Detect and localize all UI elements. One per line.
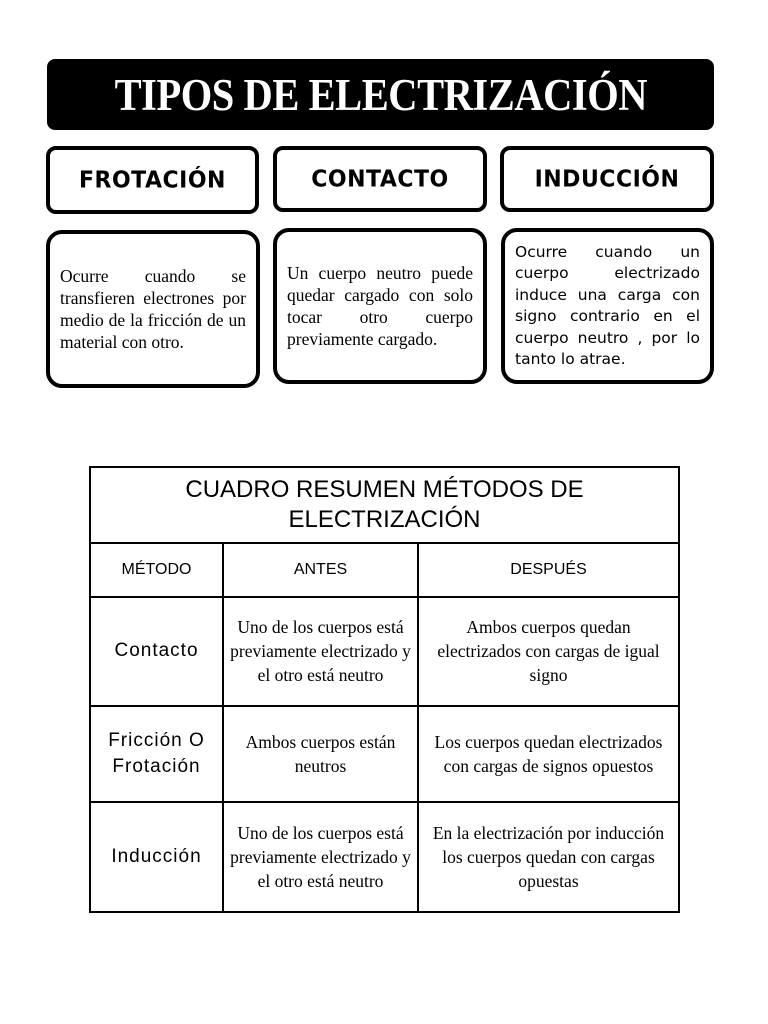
type-box-frotacion <box>46 146 259 214</box>
method-cell <box>90 802 223 912</box>
type-box-induccion <box>500 146 714 212</box>
type-label-induccion: INDUCCIÓN <box>534 165 680 193</box>
type-label-contacto: CONTACTO <box>311 165 449 193</box>
summary-table <box>89 466 680 913</box>
title-banner <box>47 59 714 130</box>
header-before: ANTES <box>223 543 418 597</box>
method-label: Contacto <box>114 640 199 662</box>
type-box-contacto <box>273 146 487 212</box>
before-cell: Ambos cuerpos están neutros <box>223 706 418 802</box>
desc-text-contacto: Un cuerpo neutro puede quedar cargado con solo tocar otro cuerpo previamente cargado. <box>287 263 473 349</box>
header-after: DESPUÉS <box>418 543 679 597</box>
before-cell: Uno de los cuerpos está previamente electrizado y el otro está neutro <box>223 597 418 705</box>
desc-box-contacto <box>273 228 487 384</box>
table-row <box>90 597 679 705</box>
after-cell: Los cuerpos quedan electrizados con cargas de signos opuestos <box>418 706 679 802</box>
summary-title-line1: CUADRO RESUMEN MÉTODOS DE <box>185 476 584 504</box>
table-row <box>90 802 679 912</box>
method-label: Fricción O <box>108 729 205 751</box>
desc-text-frotacion: Ocurre cuando se transfieren electrones por medio de la fricción de un material con otro. <box>60 266 246 352</box>
desc-text-induccion: Ocurre cuando un cuerpo electrizado induce una carga con signo contrario en el cuerpo neutro , por lo tanto lo atrae. <box>515 242 700 368</box>
table-row <box>90 706 679 802</box>
method-label: Inducción <box>111 845 202 867</box>
after-cell: En la electrización por inducción los cuerpos quedan con cargas opuestas <box>418 802 679 912</box>
method-cell <box>90 597 223 705</box>
header-method: MÉTODO <box>90 543 223 597</box>
method-cell <box>90 706 223 802</box>
before-cell: Uno de los cuerpos está previamente electrizado y el otro está neutro <box>223 802 418 912</box>
summary-title-line2: ELECTRIZACIÓN <box>288 506 481 534</box>
after-cell: Ambos cuerpos quedan electrizados con cargas de igual signo <box>418 597 679 705</box>
type-label-frotacion: FROTACIÓN <box>79 166 226 194</box>
summary-title <box>90 467 679 543</box>
method-label-second-line: Frotación <box>112 755 201 777</box>
desc-box-frotacion <box>46 230 260 388</box>
page-title: TIPOS DE ELECTRIZACIÓN <box>114 69 647 120</box>
desc-box-induccion <box>501 228 714 384</box>
